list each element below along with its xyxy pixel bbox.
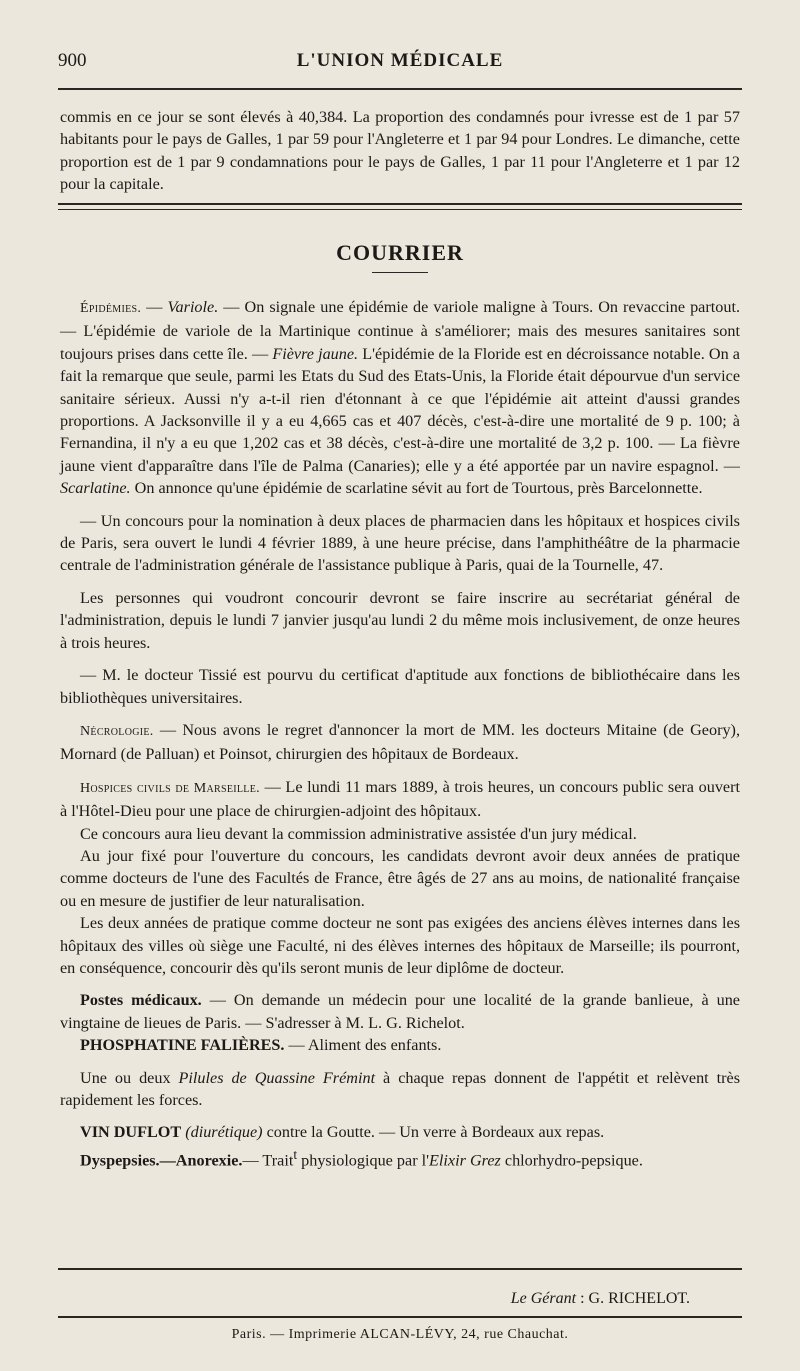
printer-imprint: Paris. — Imprimerie ALCAN-LÉVY, 24, rue Chauchat. — [231, 1327, 569, 1342]
necrologie-paragraph: Nécrologie. — Nous avons le regret d'annoncer la mort de MM. les docteurs Mitaine (de Geory), Mornard (de Palluan) et Poinsot, chirurgien des hôpitaux de Bordeaux. — [60, 720, 740, 764]
section-title: COURRIER — [336, 240, 464, 265]
signature: Le Gérant : G. RICHELOT. — [510, 1290, 690, 1307]
pilules-ad: Une ou deux Pilules de Quassine Frémint à chaque repas donnent de l'appétit et relèvent très rapidement les forces. — [60, 1068, 741, 1109]
courrier-body — [60, 296, 740, 1172]
epidemies-paragraph: Épidémies. — Variole. — On signale une épidémie de variole maligne à Tours. On revaccine partout. — L'épidémie de variole de la Martinique continue à s'améliorer; mais des mesures sanitaires sont toujours prises dans cette île. — Fièvre jaune. L'épidémie de la Floride est en décroissance notable. On a fait la remarque que seule, parmi les Etats du Sud des Etats-Unis, la Floride était dépourvue d'un service sanitaire sérieux. Aussi n'y a-t-il rien d'étonnant à ce que l'épidémie ait atteint d'aussi grandes proportions. A Jacksonville il y a eu 4,665 cas et 407 décès, c'est-à-dire une mortalité de 9 p. 100; à Fernandina, il n'y a eu que 1,202 cas et 38 décès, c'est-à-dire une mortalité de 3,2 p. 100. — La fièvre jaune vient d'apparaître dans l'île de Palma (Canaries); elle y a été apportée par un navire espagnol. — Scarlatine. On annonce qu'une épidémie de scarlatine sévit au fort de Tourtous, près Barcelonnette. — [60, 298, 740, 498]
signature-rule-top — [58, 1268, 742, 1270]
footer-rule — [58, 1316, 742, 1318]
commission-paragraph: Ce concours aura lieu devant la commission administrative assistée d'un jury médical. — [80, 824, 637, 843]
phosphatine-ad: PHOSPHATINE FALIÈRES. — Aliment des enfants. — [80, 1036, 442, 1055]
inscription-paragraph: Les personnes qui voudront concourir devront se faire inscrire au secrétariat général de l'administration, depuis le lundi 7 janvier jusqu'au lundi 2 du même mois inclusivement, de onze heures à trois heures. — [60, 588, 740, 652]
vin-duflot-ad: VIN DUFLOT (diurétique) contre la Goutte. — Un verre à Bordeaux aux repas. — [80, 1123, 605, 1142]
intro-paragraph: commis en ce jour se sont élevés à 40,384. La proportion des condamnés pour ivresse est de 1 par 57 habitants pour le pays de Galles, 1 par 59 pour l'Angleterre et 1 par 94 pour Londres. Le dimanche, cette proportion est de 1 par 9 condamnations pour le pays de Galles, 1 par 11 pour l'Angleterre et 1 par 12 pour la capitale. — [60, 108, 740, 194]
header-rule — [58, 88, 742, 90]
title-underline — [372, 272, 428, 273]
postes-medicaux-paragraph: Postes médicaux. — On demande un médecin pour une localité de la grande banlieue, à une vingtaine de lieues de Paris. — S'adresser à M. L. G. Richelot. — [60, 991, 740, 1032]
running-header — [58, 50, 742, 78]
page-number: 900 — [58, 50, 87, 71]
hospices-paragraph: Hospices civils de Marseille. — Le lundi 11 mars 1889, à trois heures, un concours public sera ouvert à l'Hôtel-Dieu pour une place de chirurgien-adjoint des hôpitaux. — [60, 777, 741, 821]
dyspepsies-ad: Dyspepsies.—Anorexie.— Trait$^t$ physiologique par l'Elixir Grez chlorhydro-pepsique. — [80, 1146, 643, 1170]
concours-pharmacien-paragraph: — Un concours pour la nomination à deux places de pharmacien dans les hôpitaux et hospices civils de Paris, sera ouvert le lundi 4 février 1889, à une heure précise, dans l'amphithéâtre de la pharmacie centrale de l'administration générale de l'assistance publique à Paris, quai de la Tournelle, 47. — [60, 511, 740, 575]
tissie-paragraph: — M. le docteur Tissié est pourvu du certificat d'aptitude aux fonctions de bibliothécaire dans les bibliothèques universitaires. — [60, 666, 740, 707]
section-rule-bottom — [58, 209, 742, 210]
candidats-paragraph: Au jour fixé pour l'ouverture du concours, les candidats devront avoir deux années de pratique comme docteurs de l'une des Facultés de France, être âgés de 27 ans au moins, de nationalité française ou en mesure de justifier de leur naturalisation. — [60, 846, 740, 910]
anciens-eleves-paragraph: Les deux années de pratique comme docteur ne sont pas exigées des anciens élèves internes dans les hôpitaux des villes où siège une Faculté, ni des élèves internes des hôpitaux de Marseille; ils pourront, en conséquence, concourir dès qu'ils seront munis de leur diplôme de docteur. — [60, 914, 740, 977]
section-rule-top — [58, 203, 742, 205]
running-title: L'UNION MÉDICALE — [296, 50, 504, 71]
